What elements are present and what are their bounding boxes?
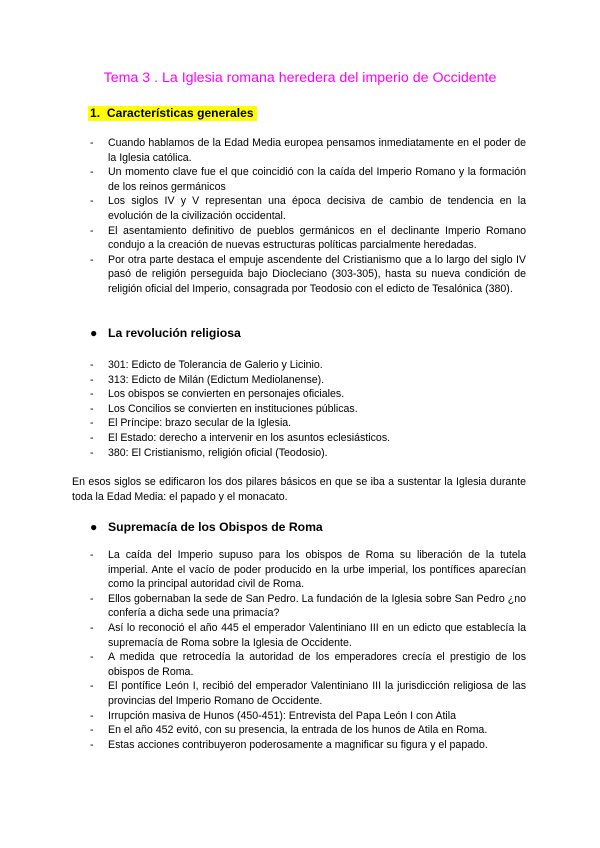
list-item: - 313: Edicto de Milán (Edictum Mediolanense). [90, 373, 526, 388]
section1-number: 1. [90, 106, 101, 120]
list-item: - Cuando hablamos de la Edad Media europea pensamos inmediatamente en el poder de la Iglesia católica. [90, 136, 526, 165]
list-item: - Así lo reconoció el año 445 el emperador Valentiniano III en un edicto que establecía la supremacía de Roma sobre la Iglesia de Occidente. [90, 621, 526, 650]
list-item: - Estas acciones contribuyeron poderosamente a magnificar su figura y el papado. [90, 738, 526, 753]
list-item: - El Estado: derecho a intervenir en los asuntos eclesiásticos. [90, 431, 526, 446]
section3-heading-text: Supremacía de los Obispos de Roma [108, 520, 323, 534]
section2-heading-text: La revolución religiosa [108, 326, 241, 340]
list-item: - Ellos gobernaban la sede de San Pedro. La fundación de la Iglesia sobre San Pedro ¿no confería a dicha sede una primacía? [90, 592, 526, 621]
section1-list [90, 136, 526, 297]
bullet-icon: ● [90, 326, 98, 340]
list-item: - El pontífice León I, recibió del emperador Valentiniano III la jurisdicción religiosa de las provincias del Imperio Romano de Occidente. [90, 679, 526, 708]
list-item: - La caída del Imperio supuso para los obispos de Roma su liberación de la tutela imperial. Ante el vacío de poder producido en la urbe imperial, los pontífices aparecían como la principal autoridad civil de Roma. [90, 548, 526, 592]
list-item: - El asentamiento definitivo de pueblos germánicos en el declinante Imperio Romano condujo a la creación de nuevas estructuras políticas parcialmente heredadas. [90, 224, 526, 253]
list-item: - Los siglos IV y V representan una época decisiva de cambio de tendencia en la evolución de la civilización occidental. [90, 194, 526, 223]
list-item: - Los Concilios se convierten en instituciones públicas. [90, 402, 526, 417]
list-item: - 301: Edicto de Tolerancia de Galerio y Licinio. [90, 358, 526, 373]
list-item: - En el año 452 evitó, con su presencia, la entrada de los hunos de Atila en Roma. [90, 723, 526, 738]
section2-paragraph: En esos siglos se edificaron los dos pilares básicos en que se iba a sustentar la Iglesia durante toda la Edad Media: el papado y el monacato. [72, 476, 526, 503]
list-item: - A medida que retrocedía la autoridad de los emperadores crecía el prestigio de los obispos de Roma. [90, 650, 526, 679]
list-item: - Irrupción masiva de Hunos (450-451): Entrevista del Papa León I con Atila [90, 709, 526, 724]
section1-heading-text: Características generales [106, 106, 254, 120]
list-item: - 380: El Cristianismo, religión oficial (Teodosio). [90, 446, 526, 461]
section2-list [90, 358, 526, 460]
bullet-icon: ● [90, 520, 98, 534]
section3-list [90, 548, 526, 752]
section2-heading [90, 326, 241, 340]
section3-heading [90, 520, 323, 534]
section1-heading [88, 106, 257, 121]
list-item: - Los obispos se convierten en personajes oficiales. [90, 387, 526, 402]
page-title: Tema 3 . La Iglesia romana heredera del imperio de Occidente [103, 70, 497, 86]
list-item: - Un momento clave fue el que coincidió con la caída del Imperio Romano y la formación de los reinos germánicos [90, 165, 526, 194]
list-item: - Por otra parte destaca el empuje ascendente del Cristianismo que a lo largo del siglo IV pasó de religión perseguida bajo Diocleciano (303-305), hasta su nueva condición de religión oficial del Imperio, consagrada por Teodosio con el edicto de Tesalónica (380). [90, 253, 526, 297]
list-item: - El Príncipe: brazo secular de la Iglesia. [90, 416, 526, 431]
